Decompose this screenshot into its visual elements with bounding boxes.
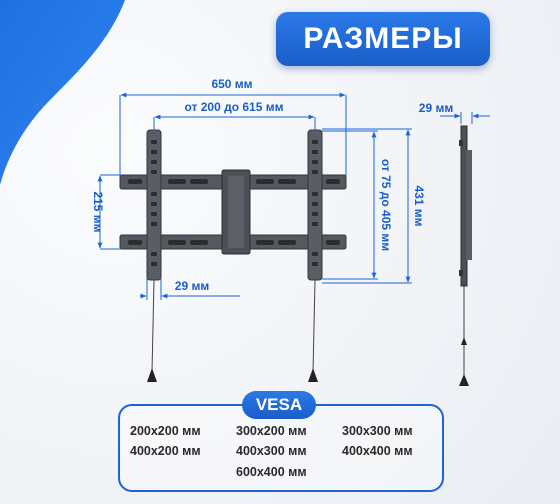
vesa-horizontal-range-label: от 200 до 615 мм (184, 100, 284, 114)
bracket-width-label: 29 мм (174, 279, 210, 293)
vesa-size-item: 400x300 мм (236, 444, 307, 458)
wall-plate-side-view (459, 126, 472, 386)
vesa-size-item: 600x400 мм (236, 465, 307, 479)
vesa-size-item: 300x200 мм (236, 424, 307, 438)
vesa-size-item: 300x300 мм (342, 424, 413, 438)
depth-label: 29 мм (418, 101, 454, 115)
page-title: РАЗМЕРЫ (276, 12, 490, 66)
vesa-title: VESA (242, 391, 316, 419)
rail-height-label: 215 мм (91, 191, 105, 233)
wall-plate-front-view (120, 130, 346, 382)
overall-height-label: 431 мм (412, 185, 426, 227)
vesa-size-item: 200x200 мм (130, 424, 201, 438)
total-width-label: 650 мм (211, 77, 253, 91)
vesa-vertical-range-label: от 75 до 405 мм (379, 158, 393, 252)
vesa-size-item: 400x200 мм (130, 444, 201, 458)
vesa-size-item: 400x400 мм (342, 444, 413, 458)
